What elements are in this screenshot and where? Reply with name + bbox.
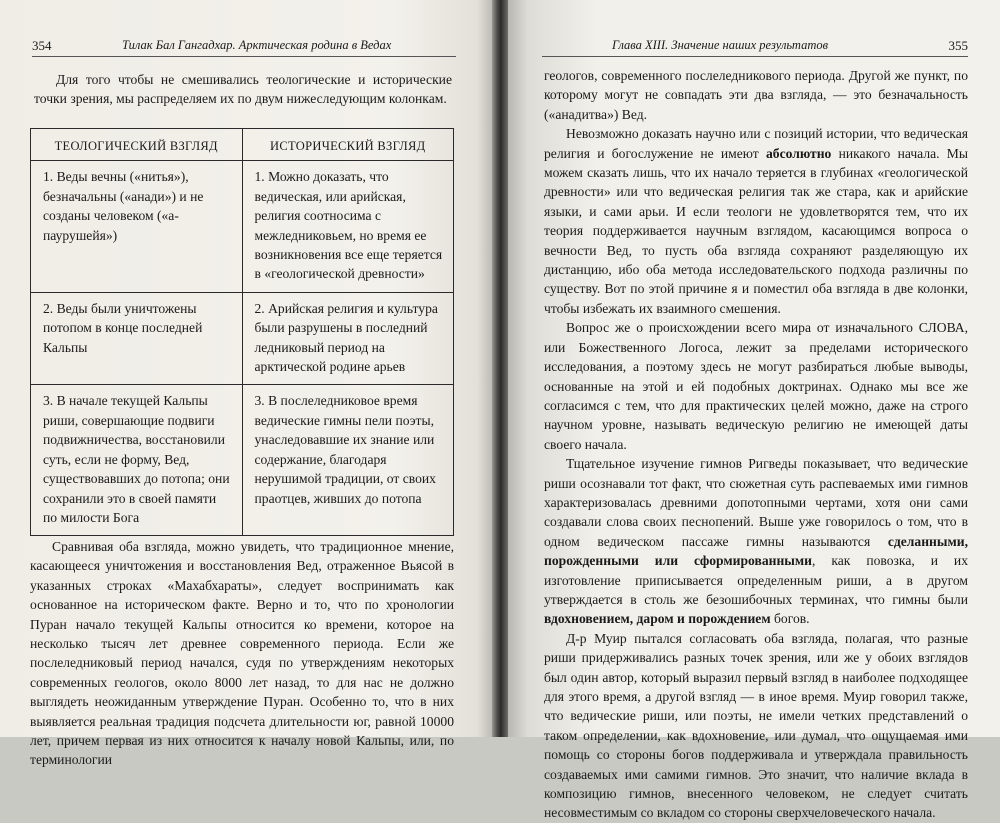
left-intro-block: [34, 70, 452, 109]
left-page-number: 354: [32, 38, 52, 53]
paragraph-4: [544, 454, 968, 629]
table-cell: 3. В послеледниковое время ведические гимны пели поэты, унаследовавшие их знание или содержание, благодаря нерушимой традиции, от своих праотцев, живших до потопа: [242, 385, 454, 536]
table-row: [31, 292, 454, 385]
paragraph-2: [544, 124, 968, 318]
intro-paragraph: Для того чтобы не смешивались теологические и исторические точки зрения, мы распределяем их по двум нижеследующим колонкам.: [34, 72, 452, 107]
p2-bold: абсолютно: [765, 145, 832, 161]
table-row: [31, 385, 454, 536]
table-cell: 3. В начале текущей Кальпы риши, совершающие подвиги подвижничества, восстановили суть, если не форму, Вед, существовавших до потопа; они сохранили это в своей памяти по милости Бога: [31, 385, 243, 536]
table-cell: 2. Веды были уничтожены потопом в конце последней Кальпы: [31, 292, 243, 385]
p2-text-b: никакого начала. Мы можем сказать лишь, что их начало теряется в глубинах «геологической древности» или что ведическая религия так же стара, как и арийские языки, и сами арьи. И если теологи не удовлетворятся тем, что их теория поддерживается научным взглядом, касающимся вопроса о вечности Вед, то пусть оба взгляда сохраняют разделяющую их дистанцию, ибо оба метода исследовательского подхода различны по существу. Вот по этой причине я и поместил оба взгляда в две колонки, чтобы избежать их взаимного смешения.: [544, 145, 968, 316]
p4-bold-1: сделанными, порожденными или сформированными: [544, 533, 968, 569]
right-running-title: Глава XIII. Значение наших результатов: [612, 38, 829, 52]
paragraph-1: геологов, современного послеледникового периода. Другой же пункт, по которому могут не совпадать эти два взгляда, — это безначальность («анадитва») Вед.: [544, 68, 968, 122]
book-gutter: [492, 0, 508, 737]
paragraph-5: Д-р Муир пытался согласовать оба взгляда, полагая, что разные риши придерживались разных точек зрения, или же у обоих взглядов был один автор, который выразил первый взгляд в наиболее подходящее для этого время, а другой взгляд — в иное время. Муир говорил также, что ведические риши, или поэты, не имели четких представлений о таком определении, как вдохновение, или думал, что ощущаемая ими помощь со стороны богов поддерживала и утверждала правильность создаваемых ими самими гимнов. Это значит, что наличие вклада в композицию гимнов, внесенного человеком, не следует считать несовместимым со вкладом со стороны сверхчеловеческого начала.: [544, 630, 968, 821]
header-historical: ИСТОРИЧЕСКИЙ ВЗГЛЯД: [242, 129, 454, 161]
comparison-table: [30, 128, 454, 536]
table-header-row: [31, 129, 454, 161]
right-text-block: [544, 66, 968, 823]
p4-text-a: Тщательное изучение гимнов Ригведы показывает, что ведические риши осознавали тот факт, что сюжетная суть распеваемых ими гимнов характеризовалась древними допотопными чертами, хотя они сами создавали слова своих песнопений. Выше уже говорилось о том, что в одном ведическом пассаже гимны называются: [544, 456, 968, 549]
right-page: [508, 0, 1000, 821]
right-page-number: 355: [948, 38, 968, 53]
p4-bold-2: вдохновением, даром и порождением: [544, 611, 771, 627]
paragraph-3: Вопрос же о происхождении всего мира от изначального СЛОВА, или Божественного Логоса, лежит за пределами исторического исследования, а поэтому здесь не могут разбираться любые выводы, основанные на этой и ей подобных доктринах. Однако мы все же согласимся с тем, что для практических целей можно, даже на строго научном уровне, называть ведическую религию не имеющей даты своего начала.: [544, 320, 968, 452]
table-cell: 1. Веды вечны («нитья»), безначальны («анади») и не созданы человеком («а-паурушейя»): [31, 161, 243, 292]
closing-paragraph: Сравнивая оба взгляда, можно увидеть, что традиционное мнение, касающееся уничтожения и восстановления Вед, отраженное Вьясой в указанных строках «Махабхараты», следует воспринимать как основанное на историческом факте. Верно и то, что по хронологии Пуран начало текущей Кальпы относится ко времени, которое на несколько тысяч лет древнее современного периода. Если же послеледниковый период начался, судя по утверждениям некоторых современных геологов, около 8000 лет назад, то для нас не должно выглядеть неожиданным утверждение Пуран. Особенно то, что в них выявляется реальная традиция подсчета длительности юг, равной 10000 лет, причем первая из них относится к началу новой Кальпы, или, по терминологии: [30, 539, 454, 768]
table-cell: 1. Можно доказать, что ведическая, или арийская, религия соотносима с межледниковьем, но время ее возникновения все еще теряется в «геологической древности»: [242, 161, 454, 292]
left-closing-block: [30, 537, 454, 770]
left-running-head: [32, 38, 456, 57]
p2-text-a: Невозможно доказать научно или с позиций истории, что ведическая религия и богослужение не имеют: [544, 126, 968, 161]
p4-text-b: , как повозка, и их изготовление приписывается определенным риши, а в другом утверждается в столь же безошибочных терминах, что гимны были: [544, 553, 968, 607]
table-cell: 2. Арийская религия и культура были разрушены в последний ледниковый период на арктической родине арьев: [242, 292, 454, 385]
right-running-head: [542, 38, 968, 57]
p4-text-c: богов.: [770, 611, 810, 627]
left-page: [0, 0, 492, 768]
header-theological: ТЕОЛОГИЧЕСКИЙ ВЗГЛЯД: [31, 129, 243, 161]
table-row: [31, 161, 454, 292]
left-running-title: Тилак Бал Гангадхар. Арктическая родина в Ведах: [122, 38, 392, 52]
